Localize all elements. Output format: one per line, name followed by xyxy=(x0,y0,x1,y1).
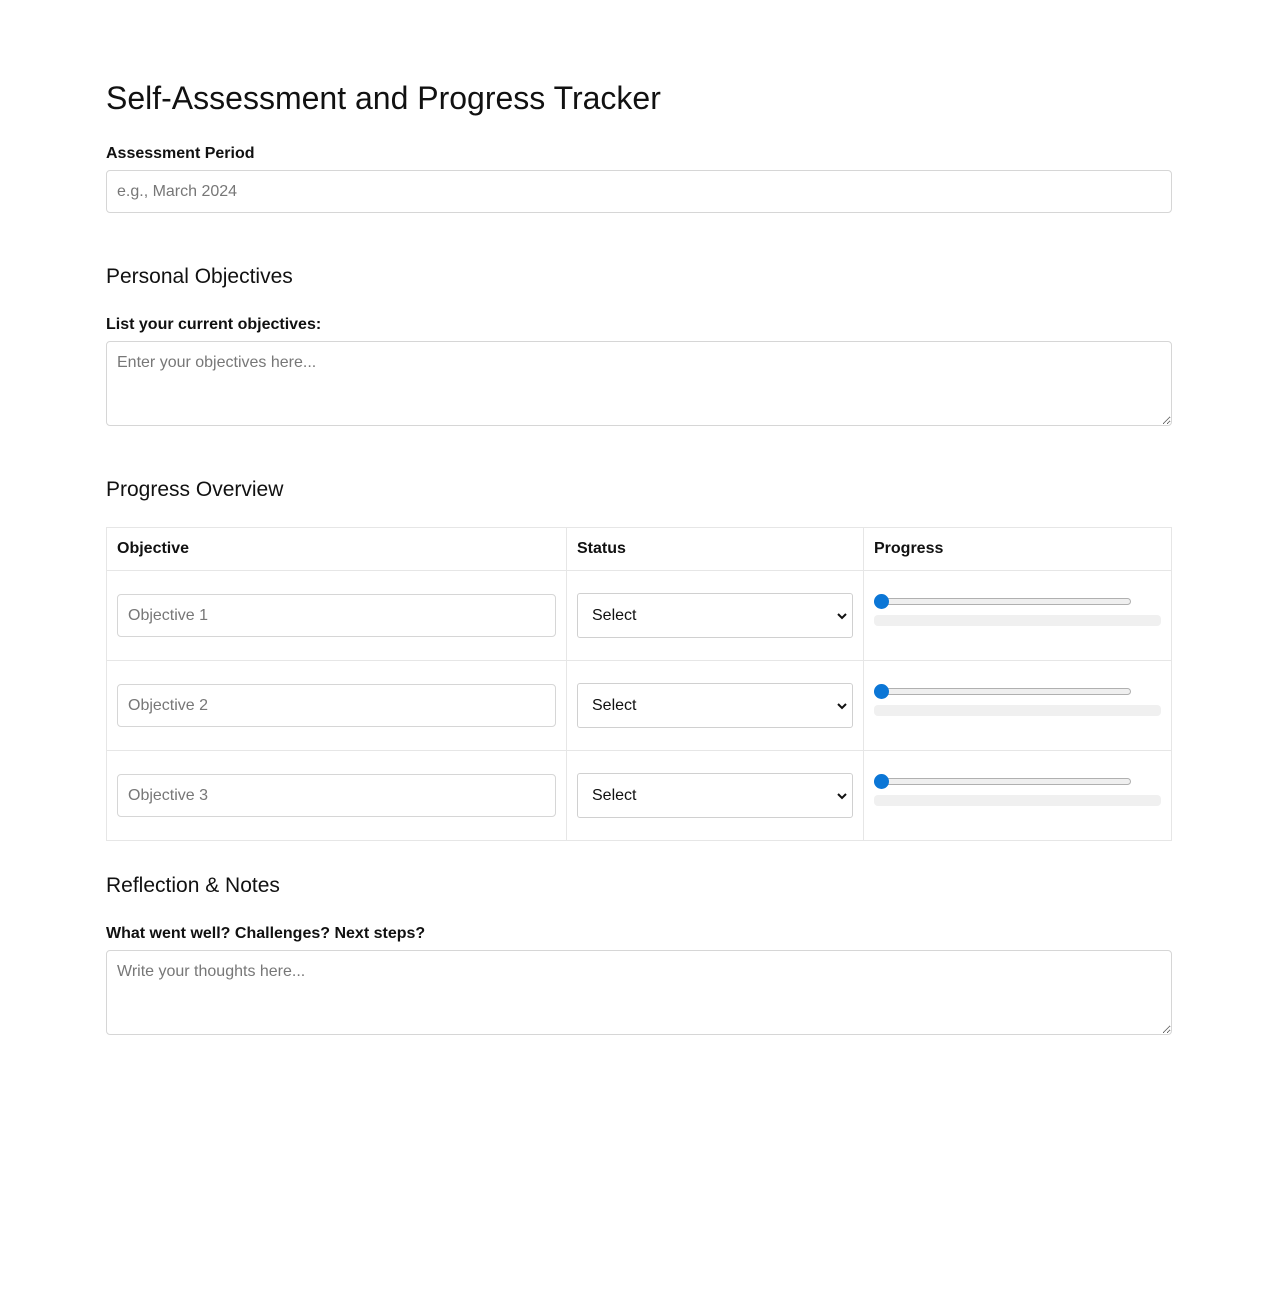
progress-cell xyxy=(864,751,1172,841)
slider-thumb[interactable] xyxy=(874,684,889,699)
chevron-down-icon xyxy=(836,612,848,620)
objectives-label: List your current objectives: xyxy=(106,316,322,333)
progress-slider[interactable] xyxy=(874,684,1161,698)
objective-cell xyxy=(107,661,567,751)
period-label: Assessment Period xyxy=(106,145,255,162)
status-value: Select xyxy=(592,786,637,804)
table-row xyxy=(107,571,1172,661)
table-row xyxy=(107,751,1172,841)
chevron-down-icon xyxy=(836,702,848,710)
status-cell xyxy=(567,661,864,751)
reflection-textarea[interactable] xyxy=(106,950,1172,1035)
status-select[interactable] xyxy=(577,593,853,638)
col-progress: Progress xyxy=(864,528,1172,571)
slider-track xyxy=(874,598,1131,605)
objective-placeholder: Objective 3 xyxy=(128,787,209,804)
reflection-label: What went well? Challenges? Next steps? xyxy=(106,925,426,942)
slider-track xyxy=(874,688,1131,695)
status-value: Select xyxy=(592,696,637,714)
reflection-heading: Reflection & Notes xyxy=(106,874,280,897)
objective-input[interactable] xyxy=(117,774,556,817)
objective-cell xyxy=(107,751,567,841)
status-value: Select xyxy=(592,606,637,624)
status-select[interactable] xyxy=(577,683,853,728)
status-cell xyxy=(567,571,864,661)
progress-slider[interactable] xyxy=(874,774,1161,788)
objective-cell xyxy=(107,571,567,661)
status-select[interactable] xyxy=(577,773,853,818)
progress-table xyxy=(106,527,1172,841)
slider-thumb[interactable] xyxy=(874,774,889,789)
period-input[interactable] xyxy=(106,170,1172,213)
progress-cell xyxy=(864,661,1172,751)
status-cell xyxy=(567,751,864,841)
objective-placeholder: Objective 2 xyxy=(128,697,209,714)
slider-thumb[interactable] xyxy=(874,594,889,609)
objective-placeholder: Objective 1 xyxy=(128,607,209,624)
page-title: Self-Assessment and Progress Tracker xyxy=(106,80,661,116)
table-header xyxy=(107,528,1172,571)
progress-bar xyxy=(874,795,1161,806)
objectives-textarea[interactable] xyxy=(106,341,1172,426)
progress-bar xyxy=(874,705,1161,716)
objectives-heading: Personal Objectives xyxy=(106,265,293,288)
chevron-down-icon xyxy=(836,792,848,800)
col-status: Status xyxy=(567,528,864,571)
progress-bar xyxy=(874,615,1161,626)
col-objective: Objective xyxy=(107,528,567,571)
progress-heading: Progress Overview xyxy=(106,478,284,501)
progress-cell xyxy=(864,571,1172,661)
objective-input[interactable] xyxy=(117,594,556,637)
table-row xyxy=(107,661,1172,751)
progress-slider[interactable] xyxy=(874,594,1161,608)
objective-input[interactable] xyxy=(117,684,556,727)
slider-track xyxy=(874,778,1131,785)
